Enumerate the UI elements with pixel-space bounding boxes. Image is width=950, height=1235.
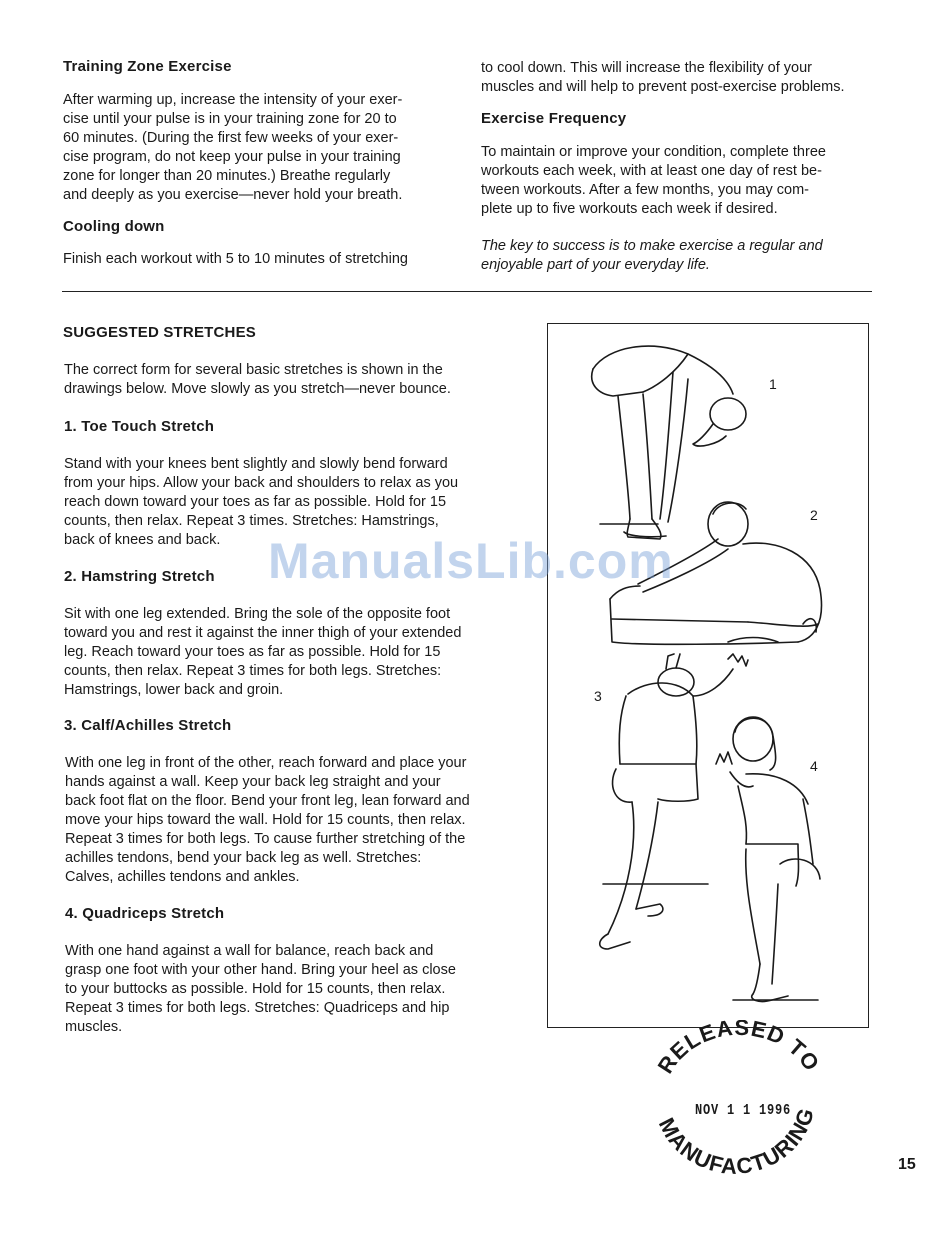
stamp-date: NOV 1 1 1996	[695, 1102, 792, 1119]
text-line: cise until your pulse is in your training zone for 20 to	[63, 111, 397, 127]
text-line: zone for longer than 20 minutes.) Breathe regularly	[63, 168, 391, 184]
stretch-3-title: 3. Calf/Achilles Stretch	[64, 717, 232, 734]
stretches-figure	[547, 323, 869, 1028]
text-line: back foot flat on the floor. Bend your front leg, lean forward and	[65, 793, 470, 809]
text-line: With one leg in front of the other, reach forward and place your	[65, 755, 467, 771]
page-number: 15	[898, 1156, 916, 1173]
text-line: toward you and rest it against the inner thigh of your extended	[64, 625, 462, 641]
stretch-3-text	[65, 754, 535, 887]
text-line: leg. Reach toward your toes as far as possible. Hold for 15	[64, 644, 441, 660]
text-line: To maintain or improve your condition, complete three	[481, 144, 826, 160]
text-line: drawings below. Move slowly as you stretch—never bounce.	[64, 381, 451, 397]
training-zone-heading: Training Zone Exercise	[63, 58, 232, 75]
cooling-down-heading: Cooling down	[63, 218, 165, 235]
suggested-stretches-heading: SUGGESTED STRETCHES	[63, 324, 256, 341]
training-zone-text	[63, 91, 463, 205]
text-line: tween workouts. After a few months, you may com-	[481, 182, 809, 198]
section-divider	[62, 291, 872, 292]
text-line: move your hips toward the wall. Hold for 15 counts, then relax.	[65, 812, 466, 828]
stretch-1-title: 1. Toe Touch Stretch	[64, 418, 215, 435]
text-line: The correct form for several basic stretches is shown in the	[64, 362, 443, 378]
stamp-bottom-text: MANUFACTURING	[653, 1104, 820, 1180]
text-line: After warming up, increase the intensity of your exer-	[63, 92, 403, 108]
text-line: Hamstrings, lower back and groin.	[64, 682, 284, 698]
exercise-frequency-heading: Exercise Frequency	[481, 110, 627, 127]
stretch-2-title: 2. Hamstring Stretch	[64, 568, 215, 585]
cooling-down-line: Finish each workout with 5 to 10 minutes of stretching	[63, 251, 408, 267]
text-line: workouts each week, with at least one day of rest be-	[481, 163, 822, 179]
stamp-top-text: RELEASED TO	[652, 1020, 825, 1078]
watermark: ManualsLib.com	[268, 533, 674, 589]
text-line: hands against a wall. Keep your back leg straight and your	[65, 774, 441, 790]
exercise-frequency-text	[481, 143, 881, 219]
figure-label-1: 1	[769, 376, 777, 392]
cooling-down-continued	[481, 59, 881, 97]
text-line: counts, then relax. Repeat 3 times. Stretches: Hamstrings,	[64, 513, 439, 529]
text-line: The key to success is to make exercise a regular and	[481, 238, 823, 254]
text-line: Repeat 3 times for both legs. Stretches: Quadriceps and hip	[65, 1000, 450, 1016]
text-line: counts, then relax. Repeat 3 times for both legs. Stretches:	[64, 663, 442, 679]
text-line: from your hips. Allow your back and shoulders to relax as you	[64, 475, 459, 491]
text-line: to cool down. This will increase the flexibility of your	[481, 60, 812, 76]
text-line: 60 minutes. (During the first few weeks of your exer-	[63, 130, 399, 146]
text-line: Stand with your knees bent slightly and slowly bend forward	[64, 456, 448, 472]
stretch-2-text	[64, 605, 534, 700]
text-line: back of knees and back.	[64, 532, 221, 548]
text-line: enjoyable part of your everyday life.	[481, 257, 710, 273]
figure-label-2: 2	[810, 507, 818, 523]
stretch-4-title: 4. Quadriceps Stretch	[65, 905, 225, 922]
figure-label-3: 3	[594, 688, 602, 704]
text-line: Repeat 3 times for both legs. To cause further stretching of the	[65, 831, 466, 847]
figure-label-4: 4	[810, 758, 818, 774]
text-line: grasp one foot with your other hand. Bring your heel as close	[65, 962, 456, 978]
key-to-success-text	[481, 237, 881, 275]
text-line: With one hand against a wall for balance, reach back and	[65, 943, 434, 959]
text-line: cise program, do not keep your pulse in your training	[63, 149, 401, 165]
text-line: and deeply as you exercise—never hold your breath.	[63, 187, 403, 203]
text-line: achilles tendons, bend your back leg as well. Stretches:	[65, 850, 422, 866]
toe-touch-drawing	[592, 346, 746, 539]
stretch-illustrations	[548, 324, 867, 1026]
text-line: muscles.	[65, 1019, 123, 1035]
text-line: Calves, achilles tendons and ankles.	[65, 869, 300, 885]
calf-achilles-stretch-drawing	[600, 654, 748, 949]
quadriceps-stretch-drawing	[716, 717, 820, 1001]
text-line: muscles and will help to prevent post-exercise problems.	[481, 79, 845, 95]
text-line: plete up to five workouts each week if desired.	[481, 201, 778, 217]
text-line: reach down toward your toes as far as possible. Hold for 15	[64, 494, 447, 510]
stretches-intro	[64, 361, 534, 399]
text-line: Sit with one leg extended. Bring the sole of the opposite foot	[64, 606, 451, 622]
stretch-4-text	[65, 942, 535, 1037]
text-line: to your buttocks as possible. Hold for 15 counts, then relax.	[65, 981, 446, 997]
